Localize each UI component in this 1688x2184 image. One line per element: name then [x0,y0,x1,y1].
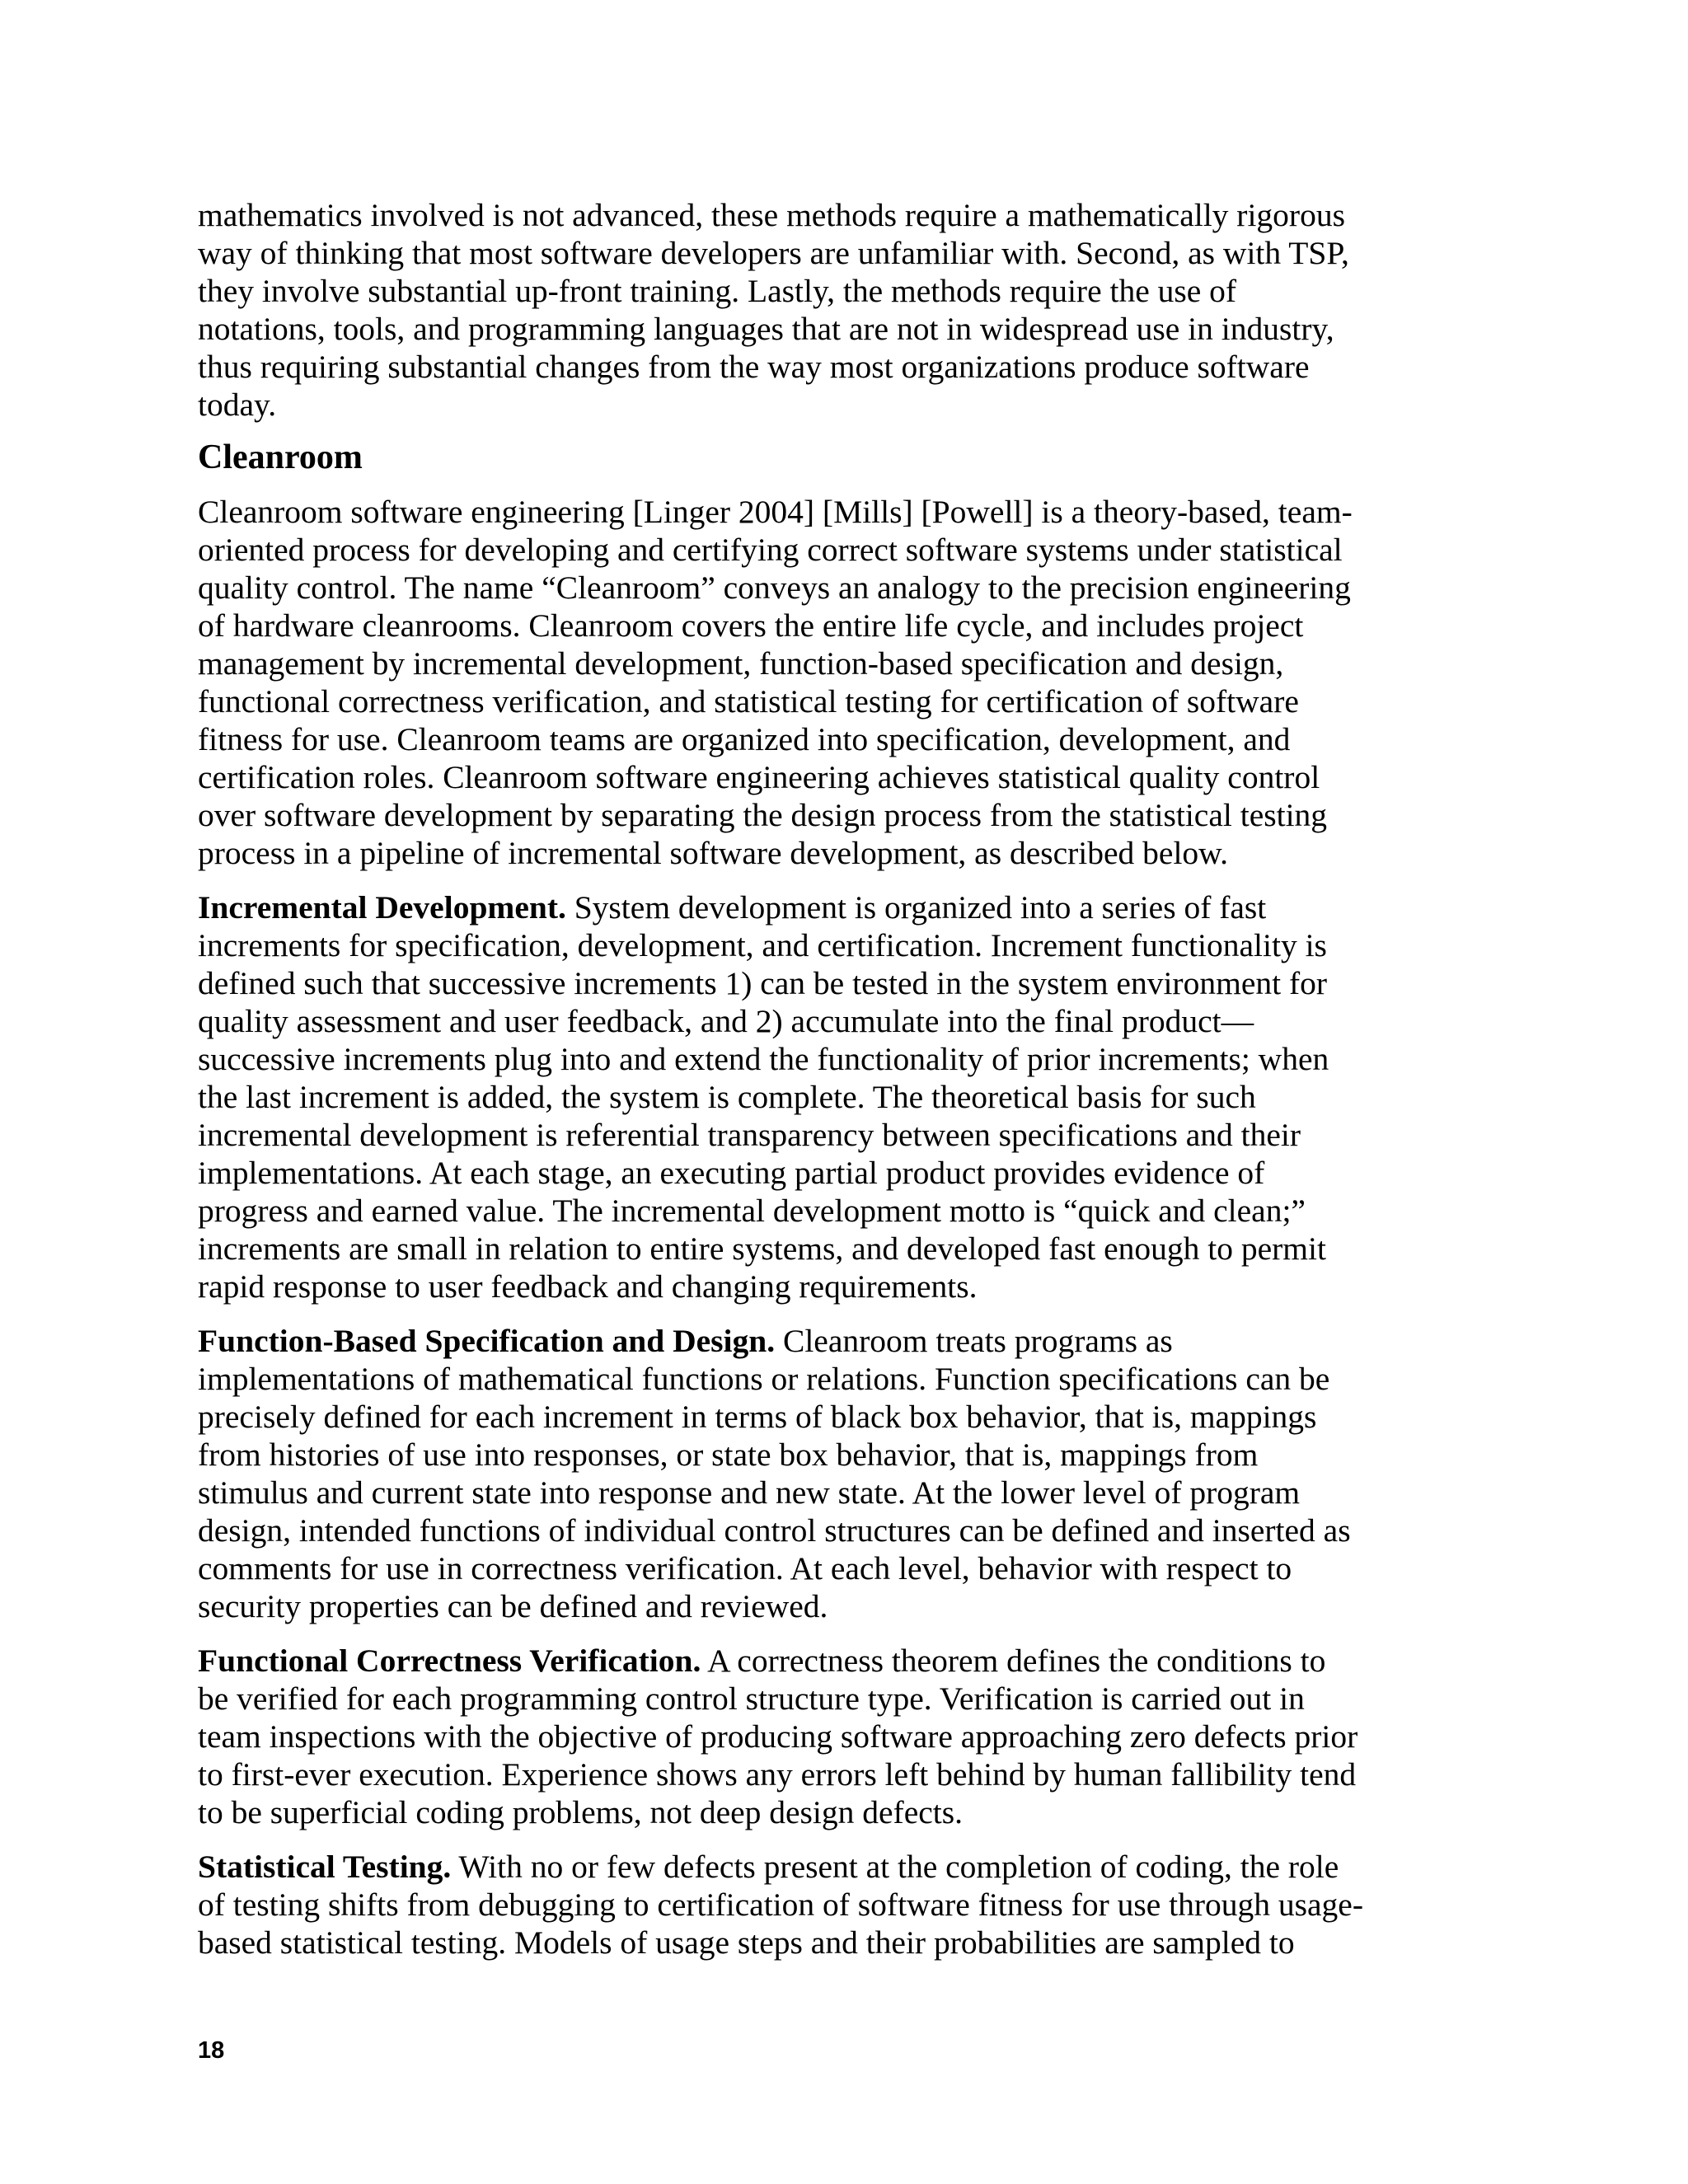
text-line: rapid response to user feedback and changing requirements. [198,1268,978,1305]
run-in-heading: Incremental Development. [198,889,566,926]
text-run: With no or few defects present at the completion of coding, the role [451,1849,1339,1885]
text-line: way of thinking that most software developers are unfamiliar with. Second, as with TSP, [198,235,1349,271]
text-line: stimulus and current state into response and new state. At the lower level of program [198,1474,1301,1511]
page-number: 18 [198,2037,225,2064]
text-line: to be superficial coding problems, not deep design defects. [198,1794,963,1830]
text-line: Cleanroom software engineering [Linger 2004] [Mills] [Powell] is a theory-based, team- [198,494,1353,530]
text-line: of hardware cleanrooms. Cleanroom covers the entire life cycle, and includes project [198,607,1304,644]
function-based-specification-paragraph [198,1322,1401,1625]
run-in-heading: Function-Based Specification and Design. [198,1323,776,1359]
text-line: they involve substantial up-front training. Lastly, the methods require the use of [198,273,1237,309]
cleanroom-overview-paragraph [198,493,1401,872]
text-line: quality control. The name “Cleanroom” conveys an analogy to the precision engineering [198,569,1351,606]
text-line: over software development by separating the design process from the statistical testing [198,797,1328,833]
text-line: process in a pipeline of incremental software development, as described below. [198,835,1229,871]
text-line: of testing shifts from debugging to certification of software fitness for use through usage- [198,1886,1363,1923]
text-line: increments are small in relation to entire systems, and developed fast enough to permit [198,1230,1326,1267]
text-line: to first-ever execution. Experience shows any errors left behind by human fallibility tend [198,1756,1357,1793]
run-in-heading: Statistical Testing. [198,1849,452,1885]
text-line [198,1322,1401,1360]
text-line: team inspections with the objective of producing software approaching zero defects prior [198,1718,1358,1755]
text-line: fitness for use. Cleanroom teams are organized into specification, development, and [198,721,1291,757]
page-content [198,196,1401,1961]
text-line: comments for use in correctness verification. At each level, behavior with respect to [198,1550,1292,1586]
text-line: from histories of use into responses, or state box behavior, that is, mappings from [198,1436,1259,1473]
text-line: incremental development is referential transparency between specifications and their [198,1117,1301,1153]
text-line: quality assessment and user feedback, and 2) accumulate into the final product— [198,1003,1254,1039]
text-line: progress and earned value. The incremental development motto is “quick and clean;” [198,1193,1306,1229]
text-line: be verified for each programming control structure type. Verification is carried out in [198,1680,1305,1717]
text-line: successive increments plug into and extend the functionality of prior increments; when [198,1041,1329,1077]
text-line [198,1642,1401,1680]
text-line: functional correctness verification, and statistical testing for certification of software [198,683,1299,719]
text-line [198,888,1401,926]
text-line: security properties can be defined and reviewed. [198,1588,828,1624]
text-line: precisely defined for each increment in terms of black box behavior, that is, mappings [198,1399,1317,1435]
text-line: today. [198,387,277,423]
text-run: System development is organized into a series of fast [565,889,1267,926]
text-line: mathematics involved is not advanced, these methods require a mathematically rigorous [198,197,1345,233]
text-line: oriented process for developing and certifying correct software systems under statistical [198,532,1343,568]
functional-correctness-verification-paragraph [198,1642,1401,1831]
text-run: Cleanroom treats programs as [775,1323,1173,1359]
text-line: thus requiring substantial changes from the way most organizations produce software [198,349,1310,385]
intro-paragraph [198,196,1401,424]
section-heading: Cleanroom [198,438,363,476]
text-line: certification roles. Cleanroom software engineering achieves statistical quality control [198,759,1320,795]
text-line: the last increment is added, the system is complete. The theoretical basis for such [198,1079,1256,1115]
text-line: implementations. At each stage, an executing partial product provides evidence of [198,1155,1265,1191]
text-line: implementations of mathematical functions or relations. Function specifications can be [198,1361,1330,1397]
text-line: increments for specification, development, and certification. Increment functionality is [198,927,1327,963]
text-line: based statistical testing. Models of usage steps and their probabilities are sampled to [198,1924,1295,1961]
incremental-development-paragraph [198,888,1401,1305]
run-in-heading: Functional Correctness Verification. [198,1643,701,1679]
text-run: A correctness theorem defines the conditions to [701,1643,1326,1679]
text-line: notations, tools, and programming languages that are not in widespread use in industry, [198,311,1334,347]
text-line: design, intended functions of individual control structures can be defined and inserted as [198,1512,1351,1549]
text-line: management by incremental development, function-based specification and design, [198,645,1284,682]
text-line: defined such that successive increments 1) can be tested in the system environment for [198,965,1328,1001]
statistical-testing-paragraph [198,1848,1401,1961]
text-line [198,1848,1401,1886]
